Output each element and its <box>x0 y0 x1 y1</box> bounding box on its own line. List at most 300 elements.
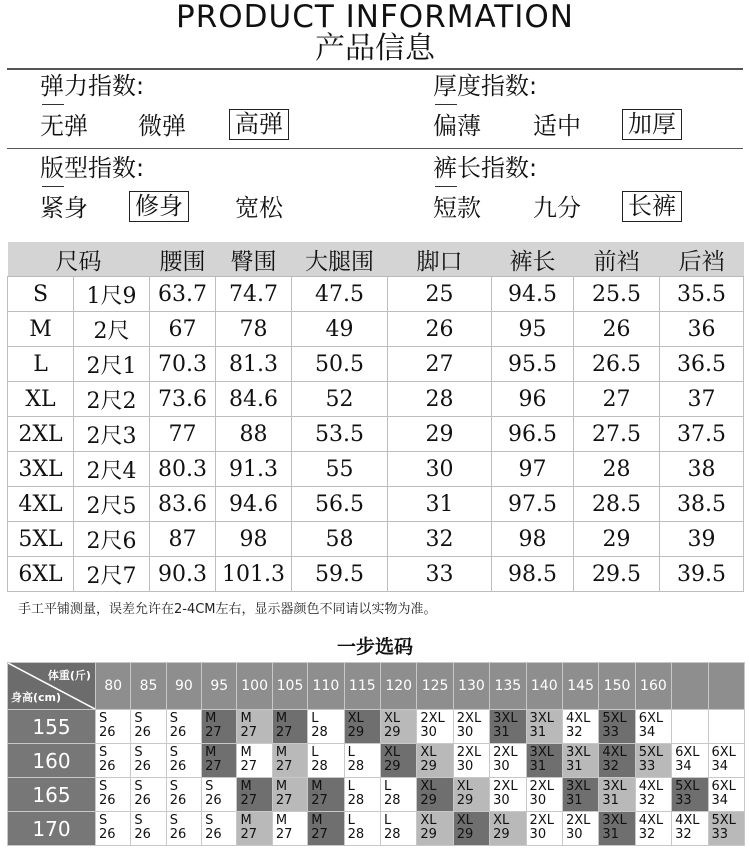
recommended-size: 2XL <box>420 711 445 726</box>
measure-cell: 29 <box>574 522 660 557</box>
waist-chi-cell: 2尺2 <box>74 382 150 417</box>
header-front-rise: 前裆 <box>574 242 660 277</box>
size-picker-title: 一步选码 <box>336 636 413 658</box>
waist-chi-cell: 2尺1 <box>74 347 150 382</box>
recommended-size: S <box>169 813 178 828</box>
weight-header-cell: 90 <box>166 663 201 710</box>
recommended-waist: 26 <box>134 725 151 740</box>
recommended-waist: 29 <box>420 759 437 774</box>
recommended-size: 2XL <box>493 779 518 794</box>
recommended-size: 2XL <box>456 711 482 726</box>
size-cell: 3XL <box>8 452 74 487</box>
measure-cell: 26.5 <box>574 347 660 382</box>
measure-cell: 91.3 <box>216 452 292 487</box>
recommended-waist: 29 <box>347 725 365 740</box>
recommended-size: M <box>240 711 252 726</box>
weight-header-cell: 95 <box>202 663 237 710</box>
size-recommendation-cell <box>453 744 489 778</box>
recommended-waist: 34 <box>675 759 692 774</box>
recommended-waist: 29 <box>420 827 437 842</box>
size-recommendation-cell <box>562 812 598 846</box>
size-recommendation-cell <box>95 812 130 846</box>
recommended-waist: 32 <box>565 725 583 740</box>
size-recommendation-cell <box>635 778 671 812</box>
size-recommendation-cell <box>131 710 166 744</box>
recommended-waist: 26 <box>98 793 116 808</box>
size-row <box>8 522 744 557</box>
measure-cell: 39 <box>660 522 744 557</box>
size-table-header <box>8 242 744 277</box>
recommended-size: 5XL <box>675 779 700 794</box>
size-row <box>8 557 744 592</box>
elasticity-label: 弹力指数: <box>40 72 145 100</box>
recommended-size: 2XL <box>529 779 554 794</box>
measure-cell: 37.5 <box>660 417 744 452</box>
height-cell: 155 <box>8 710 96 744</box>
recommended-waist: 26 <box>98 725 116 740</box>
recommended-size: S <box>98 745 108 760</box>
measure-cell: 53.5 <box>292 417 388 452</box>
recommended-waist: 27 <box>311 793 328 808</box>
size-recommendation-cell <box>272 812 307 846</box>
recommended-size: S <box>134 745 143 760</box>
measure-cell: 90.3 <box>150 557 216 592</box>
measure-cell: 33 <box>388 557 492 592</box>
recommended-waist: 27 <box>275 725 293 740</box>
thickness-option-thin: 偏薄 <box>433 112 481 140</box>
recommended-waist: 26 <box>169 827 187 842</box>
recommended-size: 5XL <box>711 813 736 828</box>
weight-header-cell: 85 <box>131 663 166 710</box>
weight-header-cell: 130 <box>453 663 489 710</box>
size-recommendation-cell <box>599 812 635 846</box>
size-recommendation-cell <box>599 778 635 812</box>
size-recommendation-cell <box>308 778 344 812</box>
measure-cell: 59.5 <box>292 557 388 592</box>
size-recommendation-cell <box>526 744 562 778</box>
recommended-waist: 32 <box>675 827 692 842</box>
recommended-waist: 27 <box>205 759 222 774</box>
recommended-size: M <box>275 745 288 760</box>
scale-start-mark <box>42 186 64 187</box>
recommended-waist: 26 <box>134 827 151 842</box>
recommended-size: L <box>383 813 392 828</box>
size-recommendation-cell <box>526 812 562 846</box>
measure-cell: 70.3 <box>150 347 216 382</box>
size-recommendation-cell <box>131 778 166 812</box>
recommended-waist: 30 <box>420 725 437 740</box>
measure-cell: 73.6 <box>150 382 216 417</box>
recommended-waist: 26 <box>205 827 222 842</box>
size-recommendation-cell <box>308 744 344 778</box>
height-row <box>8 778 745 812</box>
weight-header-row <box>8 663 745 710</box>
recommended-size: S <box>134 711 143 726</box>
size-recommendation-cell <box>308 710 344 744</box>
recommended-size: S <box>169 745 178 760</box>
elasticity-option-high-selected: 高弹 <box>229 109 289 140</box>
recommended-waist: 30 <box>529 793 547 808</box>
measurement-note: 手工平铺测量，误差允许在2-4CM左右，显示器颜色不同请以实物为准。 <box>18 602 437 617</box>
size-cell: 4XL <box>8 487 74 522</box>
recommended-size: S <box>134 813 143 828</box>
recommended-waist: 27 <box>205 725 222 740</box>
size-recommendation-cell <box>202 812 237 846</box>
measure-cell: 36 <box>660 312 744 347</box>
measure-cell: 96 <box>492 382 574 417</box>
size-recommendation-cell <box>95 710 130 744</box>
recommended-size: 6XL <box>638 711 664 726</box>
size-recommendation-cell <box>635 710 671 744</box>
recommended-waist: 27 <box>275 827 293 842</box>
recommended-size: XL <box>493 813 510 828</box>
size-recommendation-cell <box>708 812 745 846</box>
measure-cell: 25 <box>388 277 492 312</box>
recommended-waist: 29 <box>383 759 401 774</box>
recommended-waist: 27 <box>240 725 257 740</box>
weight-header-cell: 110 <box>308 663 344 710</box>
recommended-waist: 32 <box>638 827 656 842</box>
header-thigh: 大腿围 <box>292 242 388 277</box>
recommended-size: S <box>169 779 178 794</box>
page-title-cn: 产品信息 <box>315 31 435 66</box>
measure-cell: 98.5 <box>492 557 574 592</box>
recommended-waist: 32 <box>602 759 619 774</box>
waist-chi-cell: 1尺9 <box>74 277 150 312</box>
measure-cell: 35.5 <box>660 277 744 312</box>
divider <box>7 68 743 70</box>
size-recommendation-cell <box>417 744 453 778</box>
recommended-size: 3XL <box>565 779 591 794</box>
size-row <box>8 382 744 417</box>
waist-chi-cell: 2尺3 <box>74 417 150 452</box>
size-recommendation-cell <box>526 710 562 744</box>
size-recommendation-cell <box>453 812 489 846</box>
measure-cell: 87 <box>150 522 216 557</box>
recommended-waist: 29 <box>456 827 474 842</box>
size-recommendation-cell <box>672 778 708 812</box>
size-cell: M <box>8 312 74 347</box>
measure-cell: 29 <box>388 417 492 452</box>
size-recommendation-cell <box>380 812 416 846</box>
measure-cell: 83.6 <box>150 487 216 522</box>
recommended-waist: 31 <box>565 793 583 808</box>
recommended-size: M <box>240 779 252 794</box>
recommended-waist: 29 <box>383 725 401 740</box>
recommended-waist: 33 <box>638 759 656 774</box>
recommended-waist: 33 <box>711 827 729 842</box>
size-recommendation-cell <box>166 812 201 846</box>
recommended-size: XL <box>420 813 437 828</box>
size-recommendation-cell <box>272 710 307 744</box>
measure-cell: 77 <box>150 417 216 452</box>
recommended-size: 6XL <box>711 779 736 794</box>
recommended-waist: 34 <box>638 725 656 740</box>
recommended-size: 2XL <box>565 813 591 828</box>
recommended-waist: 27 <box>311 827 328 842</box>
weight-header-cell: 160 <box>635 663 671 710</box>
recommended-size: M <box>240 813 252 828</box>
recommended-size: M <box>205 711 217 726</box>
size-cell: 2XL <box>8 417 74 452</box>
recommended-waist: 31 <box>529 725 547 740</box>
recommended-size: 2XL <box>493 745 518 760</box>
measure-cell: 30 <box>388 452 492 487</box>
recommended-size: 5XL <box>602 711 627 726</box>
recommended-size: XL <box>420 745 437 760</box>
recommended-size: 3XL <box>602 813 627 828</box>
length-label: 裤长指数: <box>433 154 538 182</box>
measure-cell: 39.5 <box>660 557 744 592</box>
weight-header-cell: 145 <box>562 663 598 710</box>
size-recommendation-cell <box>708 710 745 744</box>
recommended-size: XL <box>347 711 364 726</box>
recommended-waist: 30 <box>493 759 510 774</box>
measure-cell: 78 <box>216 312 292 347</box>
recommended-waist: 28 <box>347 793 365 808</box>
size-recommendation-cell <box>344 710 380 744</box>
page-title-en: PRODUCT INFORMATION <box>176 0 574 35</box>
measure-cell: 36.5 <box>660 347 744 382</box>
size-recommendation-cell <box>562 710 598 744</box>
recommended-waist: 31 <box>493 725 510 740</box>
size-recommendation-cell <box>417 812 453 846</box>
size-recommendation-cell <box>417 778 453 812</box>
size-row <box>8 277 744 312</box>
recommended-waist: 30 <box>456 759 474 774</box>
recommended-waist: 28 <box>383 793 401 808</box>
waist-chi-cell: 2尺4 <box>74 452 150 487</box>
measure-cell: 50.5 <box>292 347 388 382</box>
recommended-size: M <box>275 711 288 726</box>
measure-cell: 63.7 <box>150 277 216 312</box>
weight-header-cell: 120 <box>380 663 416 710</box>
weight-header-cell: 135 <box>490 663 526 710</box>
size-recommendation-cell <box>308 812 344 846</box>
recommended-waist: 31 <box>529 759 547 774</box>
weight-header-cell: 115 <box>344 663 380 710</box>
size-recommendation-cell <box>272 778 307 812</box>
measure-cell: 47.5 <box>292 277 388 312</box>
weight-header-cell <box>672 663 708 710</box>
size-recommendation-cell <box>526 778 562 812</box>
recommended-size: 4XL <box>602 745 627 760</box>
size-cell: L <box>8 347 74 382</box>
size-cell: S <box>8 277 74 312</box>
measure-cell: 37 <box>660 382 744 417</box>
header-hem: 脚口 <box>388 242 492 277</box>
recommended-size: M <box>311 813 323 828</box>
recommended-waist: 26 <box>169 759 187 774</box>
recommended-waist: 33 <box>675 793 692 808</box>
length-option-long-selected: 长裤 <box>622 191 682 222</box>
recommended-waist: 30 <box>493 793 510 808</box>
size-picker-table <box>7 662 745 846</box>
size-recommendation-cell <box>562 744 598 778</box>
measure-cell: 96.5 <box>492 417 574 452</box>
measure-cell: 32 <box>388 522 492 557</box>
height-row <box>8 710 745 744</box>
elasticity-option-slight: 微弹 <box>138 112 186 140</box>
recommended-size: M <box>205 745 217 760</box>
recommended-size: M <box>240 745 252 760</box>
recommended-size: 3XL <box>602 779 627 794</box>
recommended-waist: 28 <box>311 759 328 774</box>
recommended-size: 6XL <box>711 745 736 760</box>
corner-height-label: 身高(cm) <box>11 691 62 704</box>
size-recommendation-cell <box>202 744 237 778</box>
recommended-size: S <box>98 813 108 828</box>
recommended-waist: 26 <box>134 759 151 774</box>
measure-cell: 26 <box>574 312 660 347</box>
recommended-size: M <box>311 779 323 794</box>
recommended-waist: 27 <box>275 793 293 808</box>
measure-cell: 28 <box>574 452 660 487</box>
waist-chi-cell: 2尺5 <box>74 487 150 522</box>
size-recommendation-cell <box>672 710 708 744</box>
size-row <box>8 312 744 347</box>
recommended-size: 3XL <box>493 711 518 726</box>
recommended-size: L <box>347 813 355 828</box>
recommended-size: L <box>311 745 319 760</box>
header-length: 裤长 <box>492 242 574 277</box>
recommended-size: 6XL <box>675 745 700 760</box>
recommended-waist: 29 <box>456 793 474 808</box>
waist-chi-cell: 2尺7 <box>74 557 150 592</box>
header-size: 尺码 <box>8 242 150 277</box>
measure-cell: 94.5 <box>492 277 574 312</box>
recommended-size: M <box>275 779 288 794</box>
measure-cell: 80.3 <box>150 452 216 487</box>
divider <box>7 148 743 149</box>
waist-chi-cell: 2尺6 <box>74 522 150 557</box>
size-recommendation-cell <box>562 778 598 812</box>
recommended-waist: 30 <box>529 827 547 842</box>
size-recommendation-cell <box>599 710 635 744</box>
measure-cell: 28 <box>388 382 492 417</box>
recommended-waist: 26 <box>98 759 116 774</box>
measure-cell: 55 <box>292 452 388 487</box>
size-recommendation-cell <box>237 710 272 744</box>
measure-cell: 29.5 <box>574 557 660 592</box>
recommended-size: L <box>311 711 319 726</box>
recommended-size: L <box>383 779 392 794</box>
size-recommendation-cell <box>453 710 489 744</box>
recommended-waist: 30 <box>456 725 474 740</box>
size-row <box>8 452 744 487</box>
measure-cell: 95 <box>492 312 574 347</box>
recommended-size: 5XL <box>638 745 664 760</box>
recommended-waist: 28 <box>311 725 328 740</box>
size-recommendation-cell <box>237 812 272 846</box>
thickness-label: 厚度指数: <box>433 72 538 100</box>
recommended-size: 4XL <box>638 779 664 794</box>
size-cell: 6XL <box>8 557 74 592</box>
measure-cell: 26 <box>388 312 492 347</box>
weight-header-cell: 150 <box>599 663 635 710</box>
size-recommendation-cell <box>490 812 526 846</box>
recommended-size: 4XL <box>675 813 700 828</box>
measure-cell: 25.5 <box>574 277 660 312</box>
recommended-waist: 28 <box>347 759 365 774</box>
fit-option-slim-selected: 修身 <box>129 191 189 222</box>
recommended-size: L <box>347 779 355 794</box>
size-recommendation-cell <box>708 778 745 812</box>
recommended-size: S <box>205 779 214 794</box>
scale-start-mark <box>435 104 457 105</box>
recommended-size: XL <box>456 813 473 828</box>
measure-cell: 27 <box>574 382 660 417</box>
measure-cell: 81.3 <box>216 347 292 382</box>
length-option-ninth: 九分 <box>533 194 581 222</box>
recommended-size: 3XL <box>565 745 591 760</box>
measure-cell: 58 <box>292 522 388 557</box>
size-row <box>8 417 744 452</box>
size-row <box>8 487 744 522</box>
recommended-size: S <box>98 779 108 794</box>
recommended-size: S <box>98 711 108 726</box>
recommended-size: 4XL <box>565 711 591 726</box>
size-recommendation-cell <box>344 744 380 778</box>
size-row <box>8 347 744 382</box>
size-recommendation-cell <box>202 710 237 744</box>
scale-start-mark <box>435 186 457 187</box>
fit-option-tight: 紧身 <box>40 194 88 222</box>
recommended-waist: 31 <box>565 759 583 774</box>
size-recommendation-cell <box>490 710 526 744</box>
measure-cell: 98 <box>492 522 574 557</box>
recommended-waist: 27 <box>240 793 257 808</box>
size-recommendation-cell <box>166 778 201 812</box>
recommended-size: S <box>205 813 214 828</box>
size-recommendation-cell <box>635 812 671 846</box>
weight-header-cell: 100 <box>237 663 272 710</box>
recommended-waist: 34 <box>711 793 729 808</box>
recommended-waist: 27 <box>275 759 293 774</box>
weight-header-cell: 125 <box>417 663 453 710</box>
size-recommendation-cell <box>131 812 166 846</box>
recommended-size: S <box>169 711 178 726</box>
recommended-size: L <box>347 745 355 760</box>
measure-cell: 49 <box>292 312 388 347</box>
recommended-waist: 28 <box>383 827 401 842</box>
height-row <box>8 812 745 846</box>
measure-cell: 84.6 <box>216 382 292 417</box>
weight-header-cell: 105 <box>272 663 307 710</box>
height-cell: 170 <box>8 812 96 846</box>
height-row <box>8 744 745 778</box>
size-recommendation-cell <box>453 778 489 812</box>
size-recommendation-cell <box>380 744 416 778</box>
measure-cell: 101.3 <box>216 557 292 592</box>
recommended-size: S <box>134 779 143 794</box>
recommended-size: M <box>275 813 288 828</box>
recommended-waist: 26 <box>98 827 116 842</box>
measure-cell: 88 <box>216 417 292 452</box>
recommended-waist: 26 <box>169 725 187 740</box>
size-recommendation-cell <box>672 812 708 846</box>
recommended-size: XL <box>456 779 473 794</box>
size-recommendation-cell <box>380 778 416 812</box>
recommended-waist: 34 <box>711 759 729 774</box>
measure-cell: 94.6 <box>216 487 292 522</box>
recommended-size: XL <box>420 779 437 794</box>
waist-chi-cell: 2尺 <box>74 312 150 347</box>
size-recommendation-cell <box>237 778 272 812</box>
recommended-size: 3XL <box>529 711 554 726</box>
size-recommendation-cell <box>202 778 237 812</box>
recommended-size: 3XL <box>529 745 554 760</box>
